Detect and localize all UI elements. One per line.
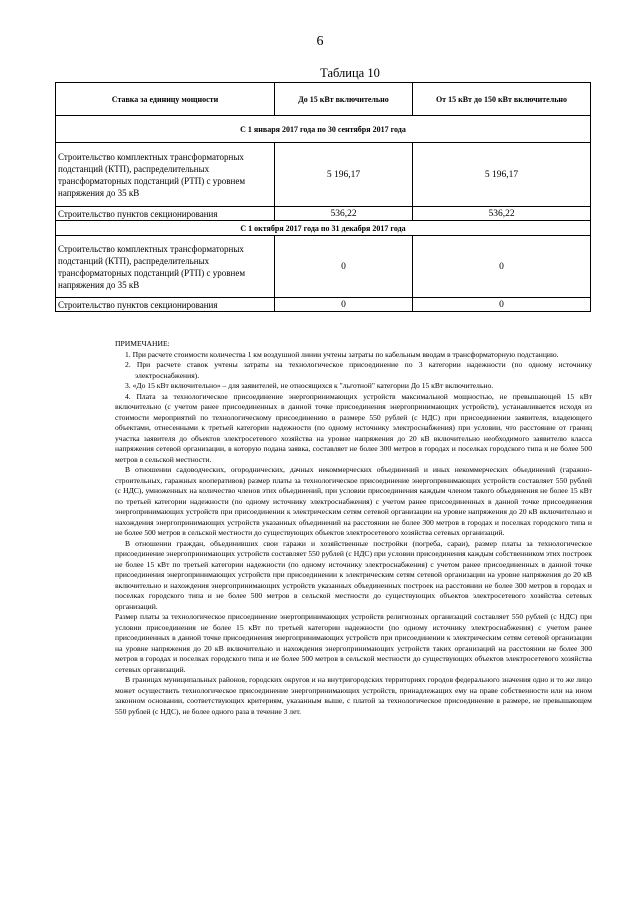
header-rate: Ставка за единицу мощности [56,83,275,116]
row-value-15-to-150kw: 0 [413,298,591,312]
notes-heading: ПРИМЕЧАНИЕ: [115,339,170,348]
table-caption: Таблица 10 [320,66,380,80]
note-item: 1. При расчете стоимости количества 1 км воздушной линии учтены затраты по кабельным вводам в трансформаторную подстанцию. [125,349,559,359]
note-paragraph: В границах муниципальных районов, городских округов и на внутригородских территориях городов федерального значения одно и то же лицо может осуществить технологическое присоединение энергопринимающих устройств, принадлежащих ему на праве собственности или на ином законном основании, соответствующих критериям, указанным выше, с платой за технологическое присоединение в размере, не превышающем 550 рублей (с НДС), не более одного раза в течение 3 лет. [115,675,592,716]
header-up-to-15kw: До 15 кВт включительно [275,83,413,116]
note-paragraph: Размер платы за технологическое присоединение энергопринимающих устройств религиозных организаций составляет 550 рублей (с НДС) при условии присоединения не более 15 кВт по третьей категории надежности (по одному источнику электроснабжения) с учетом ранее присоединенных в данной точке присоединения энергопринимающих устройств при присоединении к электрическим сетям сетевой организации на уровне напряжения до 20 кВ включительно и нахождения энергопринимающих устройств таких организаций на расстоянии не более 300 метров в городах и поселках городского типа и не более 500 метров в сельской местности до существующих объектов электросетевого хозяйства сетевых организаций. [115,612,592,674]
row-value-up-to-15kw: 0 [275,298,413,312]
row-value-15-to-150kw: 5 196,17 [413,143,591,207]
table-row [56,298,591,312]
period-row [56,221,591,236]
row-description: Строительство комплектных трансформаторных подстанций (КТП), распределительных трансформаторных подстанций (РТП) с уровнем напряжения до 35 кВ [56,236,275,298]
row-value-up-to-15kw: 536,22 [275,207,413,221]
row-value-up-to-15kw: 5 196,17 [275,143,413,207]
row-description: Строительство пунктов секционирования [56,207,275,221]
table-row [56,143,591,207]
header-15-to-150kw: От 15 кВт до 150 кВт включительно [413,83,591,116]
period-label: С 1 октября 2017 года по 31 декабря 2017 года [56,221,591,236]
note-paragraph: В отношении граждан, объединивших свои гаражи и хозяйственные постройки (погреба, сараи), размер платы за технологическое присоединение энергопринимающих устройств составляет 550 рублей (с НДС) при условии присоединения каждым собственником этих построек не более 15 кВт по третьей категории надежности (по одному источнику электроснабжения) с учетом ранее присоединенных в данной точке присоединения энергопринимающих устройств при присоединении к электрическим сетям сетевой организации на уровне напряжения до 20 кВ включительно и нахождения энергопринимающих устройств указанных объединенных построек на расстоянии не более 300 метров в городах и поселках городского типа и не более 500 метров в сельской местности до существующих объектов электросетевого хозяйства сетевых организаций. [115,538,592,611]
note-item: 3. «До 15 кВт включительно» – для заявителей, не относящихся к "льготной" категории До 15 кВт включительно. [125,381,494,390]
row-description: Строительство пунктов секционирования [56,298,275,312]
row-value-15-to-150kw: 0 [413,236,591,298]
page-number: 6 [316,34,324,49]
tariff-table [55,82,591,312]
notes-section [115,339,592,717]
table-row [56,236,591,298]
note-item: 4. Плата за технологическое присоединение энергопринимающих устройств максимальной мощностью, не превышающей 15 кВт включительно (с учетом ранее присоединенных в данной точке присоединения энергопринимающих устройств), устанавливается исходя из стоимости мероприятий по технологическому присоединению в размере 550 рублей (с НДС) при присоединении заявителя, владеющего объектами, отнесенными к третьей категории надежности (по одному источнику электроснабжения) при условии, что расстояние от границ участка заявителя до объектов электросетевого хозяйства на уровне напряжения до 20 кВ включительно необходимого заявителю класса напряжения сетевой организации, в которую подана заявка, составляет не более 300 метров в городах и поселках городского типа и не более 500 метров в сельской местности. [115,391,592,464]
table-row [56,207,591,221]
row-description: Строительство комплектных трансформаторных подстанций (КТП), распределительных трансформаторных подстанций (РТП) с уровнем напряжения до 35 кВ [56,143,275,207]
table-header-row [56,83,591,116]
row-value-15-to-150kw: 536,22 [413,207,591,221]
row-value-up-to-15kw: 0 [275,236,413,298]
note-item: 2. При расчете ставок учтены затраты на технологическое присоединение по 3 категории надежности (по одному источнику электроснабжения). [125,360,592,380]
note-paragraph: В отношении садоводческих, огороднических, дачных некоммерческих объединений и иных некоммерческих объединений (гаражно-строительных, гаражных кооперативов) размер платы за технологическое присоединение энергопринимающих устройств составляет 550 рублей (с НДС), умноженных на количество членов этих объединений, при условии присоединения каждым членом такого объединения не более 15 кВт по третьей категории надежности (по одному источнику электроснабжения) с учетом ранее присоединенных в данной точке присоединения энергопринимающих устройств при присоединении к электрическим сетям сетевой организации на уровне напряжения до 20 кВ включительно и нахождения энергопринимающих устройств указанных объединений на расстоянии не более 300 метров в городах и поселках городского типа и не более 500 метров в сельской местности до существующих объектов электросетевого хозяйства сетевых организаций. [115,465,592,537]
period-row [56,116,591,143]
period-label: С 1 января 2017 года по 30 сентября 2017 года [56,116,591,143]
